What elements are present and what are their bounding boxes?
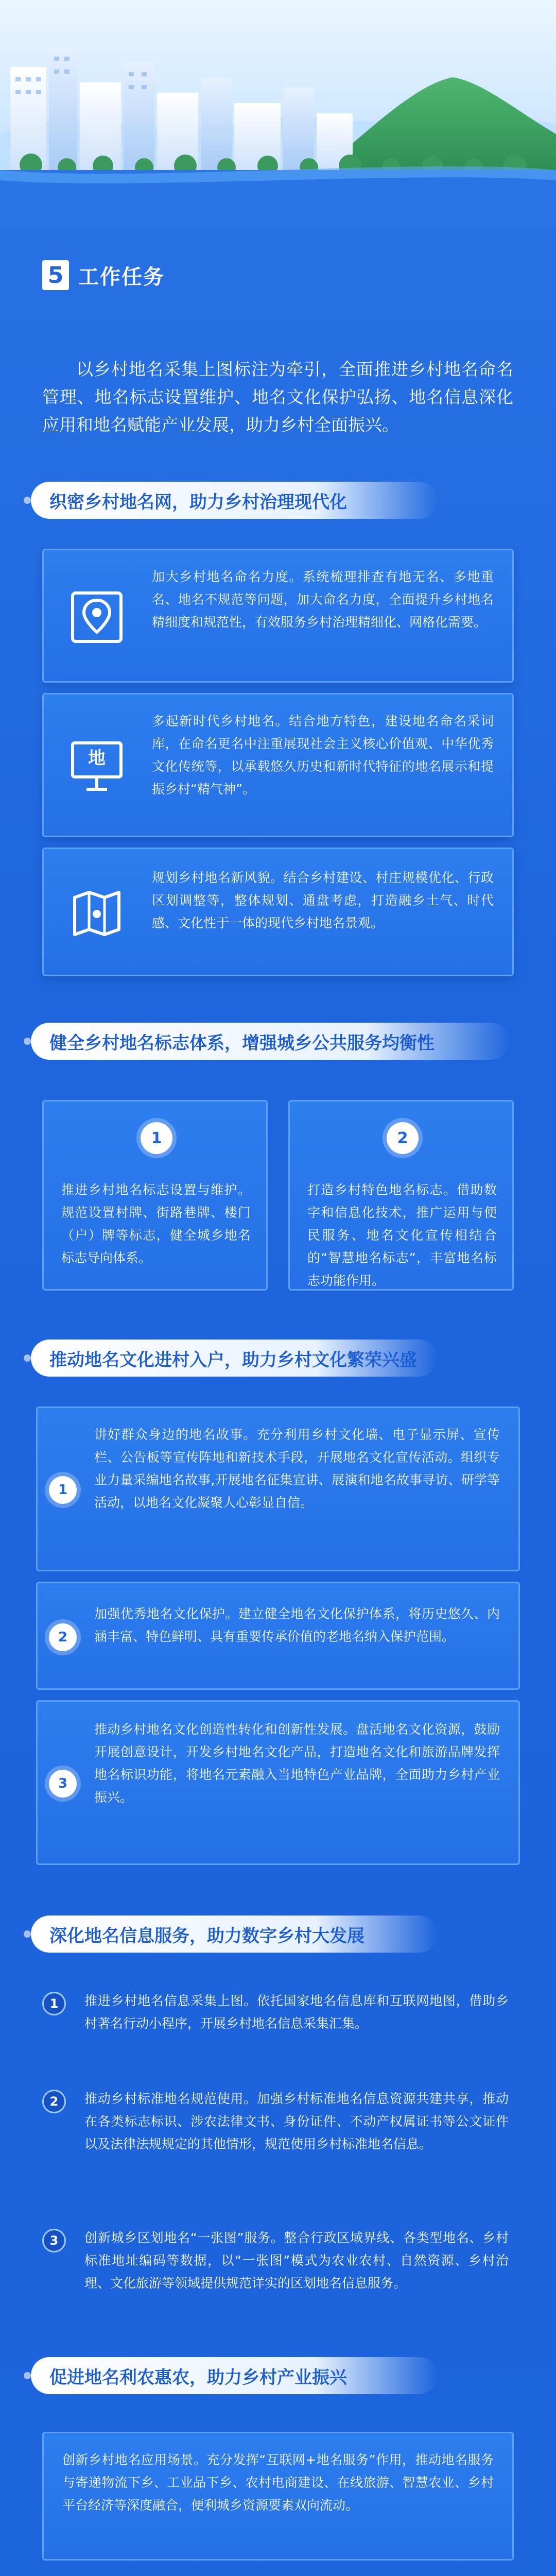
banner-part4: 深化地名信息服务，助力数字乡村大发展 [31,1916,438,1953]
part1-text-1: 加大乡村地名命名力度。系统梳理排查有地无名、多地重名、地名不规范等问题，加大命名力度，全面提升乡村地名精细度和规范性，有效服务乡村治理精细化、网格化需要。 [152,569,494,630]
part4-item-3 [42,2227,514,2325]
part4-text-2: 推动乡村标准地名规范使用。加强乡村标准地名信息资源共建共享，推动在各类标志标识、涉农法律文书、身份证件、不动产权属证书等公文证件以及法律法规规定的其他情形，规范使用乡村标准地名信息。 [84,2091,509,2151]
part3-card-2 [36,1582,520,1690]
number-badge: 1 [49,1476,77,1504]
part1-text-2: 多起新时代乡村地名。结合地方特色，建设地名命名采词库，在命名更名中注重展现社会主义核心价值观、中华优秀文化传统等，以承载悠久历史和新时代特征的地名展示和提振乡村“精气神”。 [152,714,494,796]
part1-block-1 [42,549,514,683]
part3-text-3: 推动乡村地名文化创造性转化和创新性发展。盘活地名文化资源，鼓励开展创意设计，开发乡村地名文化产品，打造地名文化和旅游品牌发挥地名标识功能，将地名元素融入当地特色产业品牌，全面助力乡村产业振兴。 [94,1722,500,1805]
part4-text-1: 推进乡村地名信息采集上图。依托国家地名信息库和互联网地图，借助乡村著名行动小程序，开展乡村地名信息采集汇集。 [84,1993,509,2031]
part3-card-3 [36,1700,520,1865]
folded-map-icon [58,875,135,952]
intro-paragraph: 以乡村地名采集上图标注为牵引，全面推进乡村地名命名管理、地名标志设置维护、地名文化保护弘扬、地名信息深化应用和地名赋能产业发展，助力乡村全面振兴。 [42,359,513,435]
number-badge: 2 [49,1623,77,1651]
banner-part3: 推动地名文化进村入户，助力乡村文化繁荣兴盛 [31,1340,438,1377]
part1-text-3: 规划乡村地名新风貌。结合乡村建设、村庄规模优化、行政区划调整等，整体规划、通盘考虑，打造融乡土气、时代感、文化性于一体的现代乡村地名景观。 [152,870,494,930]
city-skyline-illustration [0,0,556,227]
part2-card-1 [42,1100,268,1291]
map-pin-icon [58,579,135,656]
part4-item-1 [42,1990,514,2062]
number-badge: 2 [387,1122,419,1154]
part3-text-2: 加强优秀地名文化保护。建立健全地名文化保护体系，将历史悠久、内涵丰富、特色鲜明、具有重要传承价值的老地名纳入保护范围。 [94,1606,500,1644]
place-name-sign-icon [58,725,135,803]
section-heading: 工作任务 [78,265,165,289]
part5-card-1 [42,2432,514,2561]
section-title [42,260,165,290]
part4-item-2 [42,2088,514,2206]
part3-text-1: 讲好群众身边的地名故事。充分利用乡村文化墙、电子显示屏、宣传栏、公告板等宣传阵地和新技术手段，开展地名文化宣传活动。组织专业力量采编地名故事,开展地名征集宣讲、展演和地名故事寻访、研学等活动，以地名文化凝聚人心彰显自信。 [94,1427,500,1510]
part3-card-1 [36,1406,520,1571]
part2-text-2: 打造乡村特色地名标志。借助数字和信息化技术，推广运用与便民服务、地名文化宣传相结合的“智慧地名标志”，丰富地名标志功能作用。 [307,1182,497,1288]
part2-card-2 [288,1100,514,1291]
header-illustration [0,0,556,222]
number-badge: 1 [141,1122,172,1154]
banner-part2: 健全乡村地名标志体系，增强城乡公共服务均衡性 [31,1023,510,1060]
part1-block-2 [42,693,514,837]
part5-text-1: 创新乡村地名应用场景。充分发挥“互联网+地名服务”作用，推动地名服务与寄递物流下乡、工业品下乡、农村电商建设、在线旅游、智慧农业、乡村平台经济等深度融合，便利城乡资源要素双向流动。 [62,2452,494,2513]
number-badge: 1 [42,1992,66,2015]
banner-part5: 促进地名利农惠农，助力乡村产业振兴 [31,2357,438,2394]
banner-part1: 织密乡村地名网，助力乡村治理现代化 [31,482,438,519]
section-number-badge: 5 [42,260,69,290]
number-badge: 3 [42,2229,66,2252]
part1-block-3 [42,848,514,976]
number-badge: 2 [42,2090,66,2113]
sign-character: 地 [88,748,106,769]
part4-text-3: 创新城乡区划地名“一张图”服务。整合行政区域界线、各类型地名、乡村标准地址编码等数据，以“一张图”模式为农业农村、自然资源、乡村治理、文化旅游等领域提供规范详实的区划地名信息服务。 [84,2230,509,2291]
number-badge: 3 [49,1770,77,1798]
part2-text-1: 推进乡村地名标志设置与维护。规范设置村牌、街路巷牌、楼门（户）牌等标志，健全城乡地名标志导向体系。 [61,1182,251,1265]
